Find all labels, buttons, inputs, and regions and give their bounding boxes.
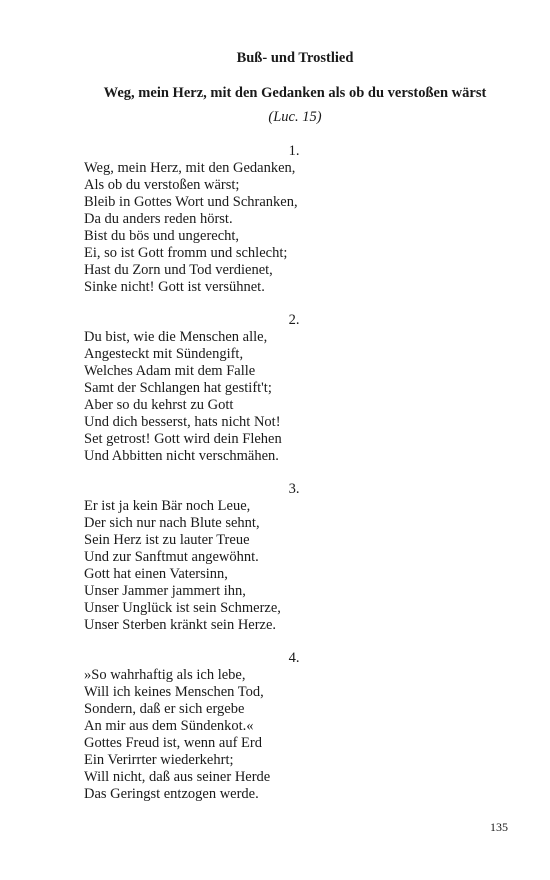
verse-line: Set getrost! Gott wird dein Flehen bbox=[84, 431, 282, 447]
stanza-number: 2. bbox=[288, 312, 300, 328]
poem-title: Buß- und Trostlied bbox=[236, 50, 354, 66]
verse-line: Bleib in Gottes Wort und Schranken, bbox=[84, 194, 298, 210]
verse-line: Hast du Zorn und Tod verdienet, bbox=[84, 262, 273, 278]
verse-line: Als ob du verstoßen wärst; bbox=[84, 177, 240, 193]
verse-line: Und zur Sanftmut angewöhnt. bbox=[84, 549, 259, 565]
verse-line: Ei, so ist Gott fromm und schlecht; bbox=[84, 245, 288, 261]
verse-line: »So wahrhaftig als ich lebe, bbox=[84, 667, 246, 683]
stanza-3 bbox=[84, 481, 504, 634]
stanza-1 bbox=[84, 143, 504, 296]
verse-line: Will nicht, daß aus seiner Herde bbox=[84, 769, 271, 785]
verse-line: Gottes Freud ist, wenn auf Erd bbox=[84, 735, 262, 751]
verse-line: An mir aus dem Sündenkot.« bbox=[84, 718, 254, 734]
verse-line: Unser Unglück ist sein Schmerze, bbox=[84, 600, 281, 616]
verse-line: Und dich besserst, hats nicht Not! bbox=[84, 414, 281, 430]
stanza-number: 1. bbox=[288, 143, 300, 159]
verse-line: Unser Jammer jammert ihn, bbox=[84, 583, 246, 599]
verse-line: Sinke nicht! Gott ist versühnet. bbox=[84, 279, 265, 295]
verse-line: Samt der Schlangen hat gestift't; bbox=[84, 380, 272, 396]
verse-line: Unser Sterben kränkt sein Herze. bbox=[84, 617, 277, 633]
stanza-4 bbox=[84, 650, 504, 803]
stanza-number: 4. bbox=[288, 650, 300, 666]
verse-line: Sondern, daß er sich ergebe bbox=[84, 701, 245, 717]
verse-line: Und Abbitten nicht verschmähen. bbox=[84, 448, 279, 464]
verse-line: Da du anders reden hörst. bbox=[84, 211, 233, 227]
page-number: 135 bbox=[490, 820, 508, 834]
verse-line: Weg, mein Herz, mit den Gedanken, bbox=[84, 160, 296, 176]
poem-subtitle: Weg, mein Herz, mit den Gedanken als ob du verstoßen wärst bbox=[103, 85, 487, 101]
verse-line: Bist du bös und ungerecht, bbox=[84, 228, 240, 244]
verse-line: Der sich nur nach Blute sehnt, bbox=[84, 515, 260, 531]
verse-line: Welches Adam mit dem Falle bbox=[84, 363, 256, 379]
scripture-reference: (Luc. 15) bbox=[268, 109, 322, 125]
stanza-number: 3. bbox=[288, 481, 300, 497]
verse-line: Er ist ja kein Bär noch Leue, bbox=[84, 498, 251, 514]
verse-line: Gott hat einen Vatersinn, bbox=[84, 566, 228, 582]
verse-line: Sein Herz ist zu lauter Treue bbox=[84, 532, 250, 548]
verse-line: Ein Verirrter wiederkehrt; bbox=[84, 752, 234, 768]
verse-line: Das Geringst entzogen werde. bbox=[84, 786, 259, 802]
verse-line: Aber so du kehrst zu Gott bbox=[84, 397, 234, 413]
verse-line: Du bist, wie die Menschen alle, bbox=[84, 329, 268, 345]
verse-line: Angesteckt mit Sündengift, bbox=[84, 346, 244, 362]
verse-line: Will ich keines Menschen Tod, bbox=[84, 684, 264, 700]
stanza-2 bbox=[84, 312, 504, 465]
